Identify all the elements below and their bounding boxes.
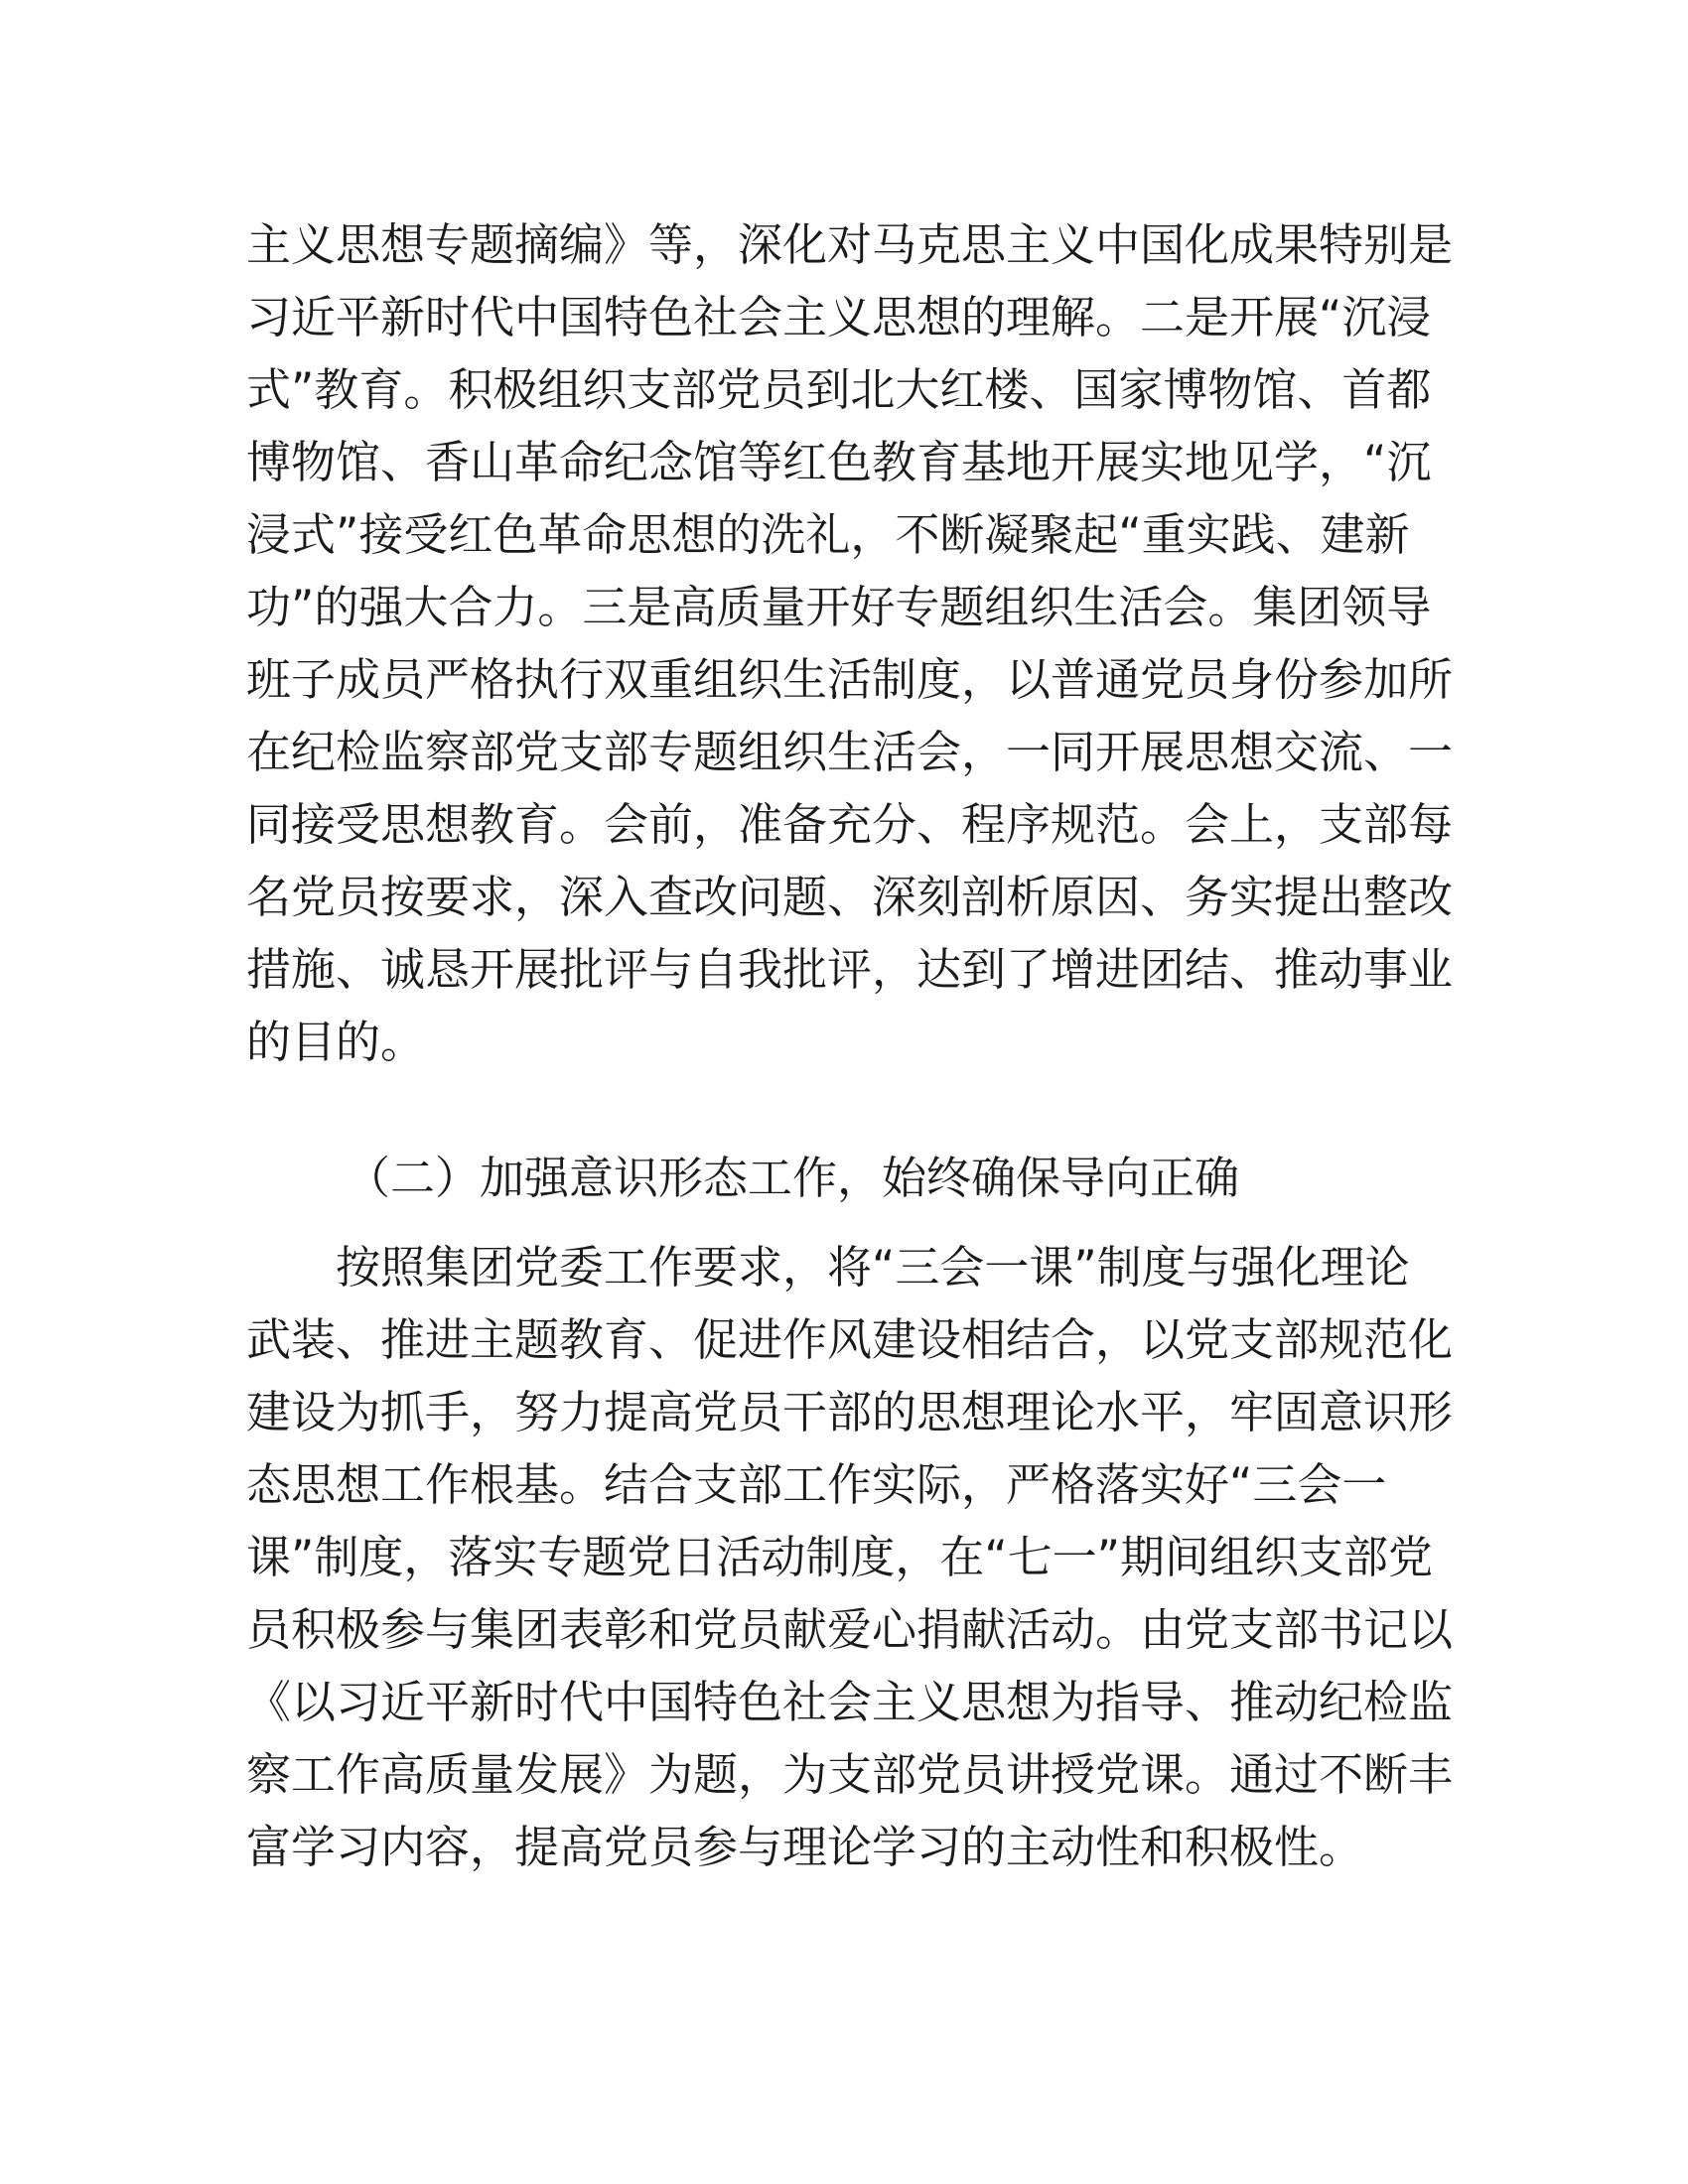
paragraph-line: 态思想工作根基。结合支部工作实际，严格落实好“三会一 (246, 1458, 1387, 1511)
paragraph-line: 主义思想专题摘编》等，深化对马克思主义中国化成果特别是 (246, 218, 1454, 271)
paragraph-line: 博物馆、香山革命纪念馆等红色教育基地开展实地见学，“沉 (246, 436, 1432, 488)
paragraph-line: 《以习近平新时代中国特色社会主义思想为指导、推动纪检监 (246, 1676, 1454, 1728)
body-paragraph-1 (246, 208, 1454, 1078)
paragraph-line: 在纪检监察部党支部专题组织生活会，一同开展思想交流、一 (246, 726, 1454, 778)
paragraph-line: 课”制度，落实专题党日活动制度，在“七一”期间组织支部党 (246, 1531, 1433, 1583)
paragraph-line: 习近平新时代中国特色社会主义思想的理解。二是开展“沉浸 (246, 291, 1432, 343)
paragraph-line: 名党员按要求，深入查改问题、深刻剖析原因、务实提出整改 (246, 871, 1454, 923)
paragraph-line: 武装、推进主题教育、促进作风建设相结合，以党支部规范化 (246, 1313, 1454, 1366)
section-heading (246, 1142, 1438, 1214)
paragraph-line: 同接受思想教育。会前，准备充分、程序规范。会上，支部每 (246, 798, 1454, 851)
paragraph-line: 富学习内容，提高党员参与理论学习的主动性和积极性。 (246, 1821, 1364, 1873)
paragraph-line: 察工作高质量发展》为题，为支部党员讲授党课。通过不断丰 (246, 1748, 1454, 1801)
paragraph-line: 按照集团党委工作要求，将“三会一课”制度与强化理论 (336, 1241, 1410, 1294)
paragraph-line: 班子成员严格执行双重组织生活制度，以普通党员身份参加所 (246, 653, 1454, 706)
body-paragraph-2 (246, 1231, 1454, 1883)
paragraph-line: 功”的强大合力。三是高质量开好专题组织生活会。集团领导 (246, 581, 1432, 633)
paragraph-line: 员积极参与集团表彰和党员献爱心捐献活动。由党支部书记以 (246, 1603, 1454, 1656)
paragraph-line: 浸式”接受红色革命思想的洗礼，不断凝聚起“重实践、建新 (246, 508, 1410, 561)
paragraph-line: 式”教育。积极组织支部党员到北大红楼、国家博物馆、首都 (246, 363, 1432, 416)
paragraph-line: 措施、诚恳开展批评与自我批评，达到了增进团结、推动事业 (246, 943, 1454, 996)
paragraph-line: 的目的。 (246, 1016, 426, 1068)
paragraph-line: 建设为抓手，努力提高党员干部的思想理论水平，牢固意识形 (246, 1386, 1454, 1438)
section-heading-text: （二）加强意识形态工作，始终确保导向正确 (346, 1152, 1240, 1204)
